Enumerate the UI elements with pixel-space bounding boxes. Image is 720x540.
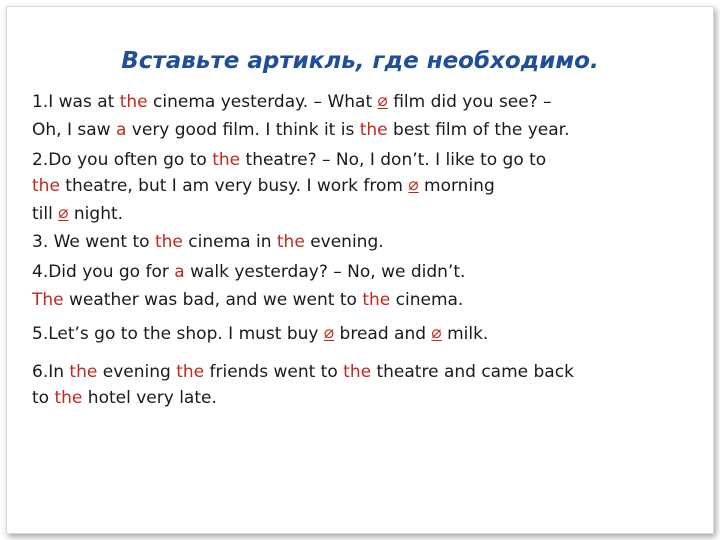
exercise-line-9 [32, 324, 488, 344]
line-text: walk yesterday? – No, we didn’t. [184, 262, 466, 282]
exercise-line-11 [32, 388, 217, 408]
line-text: weather was bad, and we went to [63, 290, 363, 310]
answer-article: the [359, 120, 388, 140]
line-text: cinema yesterday. – What [147, 92, 378, 112]
answer-article: the [176, 362, 205, 382]
line-text: evening [97, 362, 177, 382]
line-text: theatre and came back [371, 362, 574, 382]
line-text: to [32, 388, 55, 408]
line-text: 2.Do you often go to [32, 150, 213, 170]
answer-zero-article: ∅ [58, 204, 69, 224]
line-text: friends went to [204, 362, 344, 382]
answer-zero-article: ∅ [431, 324, 442, 344]
line-text: 3. We went to [32, 232, 155, 252]
exercise-line-6 [32, 232, 384, 252]
line-text: theatre? – No, I don’t. I like to go to [240, 150, 547, 170]
exercise-line-7 [32, 262, 465, 282]
line-text: film did you see? – [387, 92, 552, 112]
line-text: 6.In [32, 362, 70, 382]
answer-zero-article: ∅ [377, 92, 388, 112]
line-text: hotel very late. [82, 388, 217, 408]
answer-article: the [154, 232, 183, 252]
exercise-line-10 [32, 362, 574, 382]
line-text: cinema. [390, 290, 464, 310]
exercise-line-2 [32, 120, 569, 140]
exercise-line-5 [32, 204, 123, 224]
line-text: morning [418, 176, 495, 196]
answer-zero-article: ∅ [408, 176, 419, 196]
answer-article: the [69, 362, 98, 382]
answer-article: the [212, 150, 241, 170]
exercise-line-1 [32, 92, 552, 112]
line-text: 4.Did you go for [32, 262, 175, 282]
answer-article: a [174, 262, 185, 282]
answer-article: the [276, 232, 305, 252]
line-text: evening. [304, 232, 384, 252]
line-text: Oh, I saw [32, 120, 116, 140]
answer-article: The [32, 290, 64, 310]
line-text: 5.Let’s go to the shop. I must buy [32, 324, 324, 344]
line-text: night. [68, 204, 124, 224]
answer-article: the [362, 290, 391, 310]
line-text: best film of the year. [387, 120, 570, 140]
answer-article: the [119, 92, 148, 112]
line-text: very good film. I think it is [126, 120, 360, 140]
answer-article: the [343, 362, 372, 382]
answer-article: a [115, 120, 127, 140]
exercise-line-4 [32, 176, 495, 196]
line-text: till [32, 204, 59, 224]
exercise-title: Вставьте артикль, где необходимо. [121, 48, 599, 74]
line-text: milk. [441, 324, 489, 344]
line-text: 1.I was at [32, 92, 120, 112]
answer-zero-article: ∅ [323, 324, 335, 344]
answer-article: the [32, 176, 60, 196]
exercise-line-3 [32, 150, 546, 170]
exercise-line-8 [32, 290, 463, 310]
line-text: theatre, but I am very busy. I work from [59, 176, 409, 196]
line-text: bread and [334, 324, 432, 344]
answer-article: the [54, 388, 83, 408]
line-text: cinema in [182, 232, 277, 252]
